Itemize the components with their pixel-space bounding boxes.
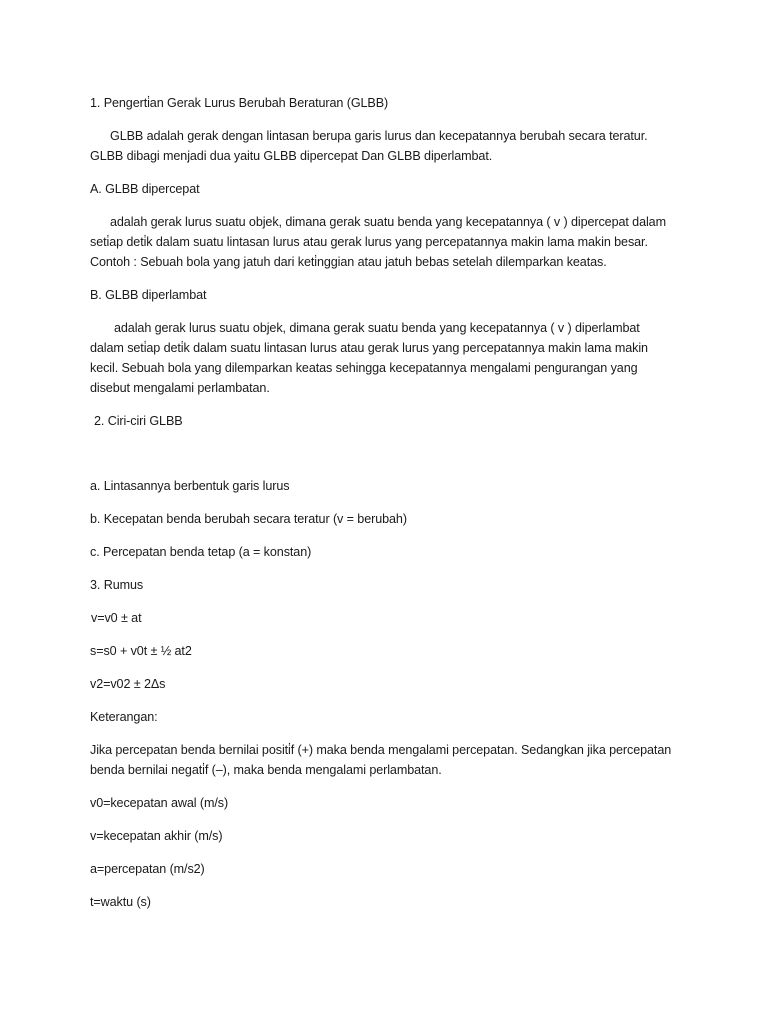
subsection-a-heading: A. GLBB dipercepat — [90, 182, 200, 196]
formula-velocity: v=v0 ± at — [91, 611, 142, 625]
definition-initial-velocity: v0=kecepatan awal (m/s) — [90, 796, 229, 810]
section1-heading: 1. Pengerti̇an Gerak Lurus Berubah Beraturan (GLBB) — [90, 96, 389, 110]
section3-heading: 3. Rumus — [90, 578, 144, 592]
notes-paragraph-line2: benda bernilai negati̇f (–), maka benda mengalami perlambatan. — [90, 763, 442, 777]
subsection-a-line1: adalah gerak lurus suatu objek, dimana gerak suatu benda yang kecepatannya ( v ) dipercepat dalam — [110, 215, 666, 229]
notes-label: Keterangan: — [90, 710, 158, 724]
formula-velocity-squared: v2=v02 ± 2Δs — [90, 677, 166, 691]
section1-paragraph-line2: GLBB dibagi menjadi dua yaitu GLBB dipercepat Dan GLBB diperlambat. — [90, 149, 493, 163]
trait-c: c. Percepatan benda tetap (a = konstan) — [90, 545, 312, 559]
trait-b: b. Kecepatan benda berubah secara teratur (v = berubah) — [90, 512, 407, 526]
subsection-b-line4: disebut mengalami perlambatan. — [90, 381, 270, 395]
definition-time: t=waktu (s) — [90, 895, 151, 909]
subsection-a-line2: seti̇ap deti̇k dalam suatu lintasan lurus atau gerak lurus yang percepatannya makin lama makin besar. — [90, 235, 648, 249]
notes-paragraph-line1: Jika percepatan benda bernilai positi̇f (+) maka benda mengalami percepatan. Sedangkan jika percepatan — [90, 743, 672, 757]
trait-a: a. Lintasannya berbentuk garis lurus — [90, 479, 290, 493]
section1-paragraph-line1: GLBB adalah gerak dengan lintasan berupa garis lurus dan kecepatannya berubah secara teratur. — [110, 129, 648, 143]
section2-heading: 2. Ciri-ciri GLBB — [94, 414, 183, 428]
subsection-b-heading: B. GLBB diperlambat — [90, 288, 207, 302]
definition-acceleration: a=percepatan (m/s2) — [90, 862, 205, 876]
subsection-b-line3: kecil. Sebuah bola yang dilemparkan keatas sehingga kecepatannya mengalami pengurangan yang — [90, 361, 638, 375]
subsection-b-line2: dalam seti̇ap deti̇k dalam suatu lintasan lurus atau gerak lurus yang percepatannya makin lama makin — [90, 341, 648, 355]
formula-displacement: s=s0 + v0t ± ½ at2 — [90, 644, 192, 658]
definition-final-velocity: v=kecepatan akhir (m/s) — [90, 829, 223, 843]
subsection-b-line1: adalah gerak lurus suatu objek, dimana gerak suatu benda yang kecepatannya ( v ) diperlambat — [114, 321, 640, 335]
subsection-a-line3: Contoh : Sebuah bola yang jatuh dari keti̇nggian atau jatuh bebas setelah dilemparkan keatas. — [90, 255, 607, 269]
